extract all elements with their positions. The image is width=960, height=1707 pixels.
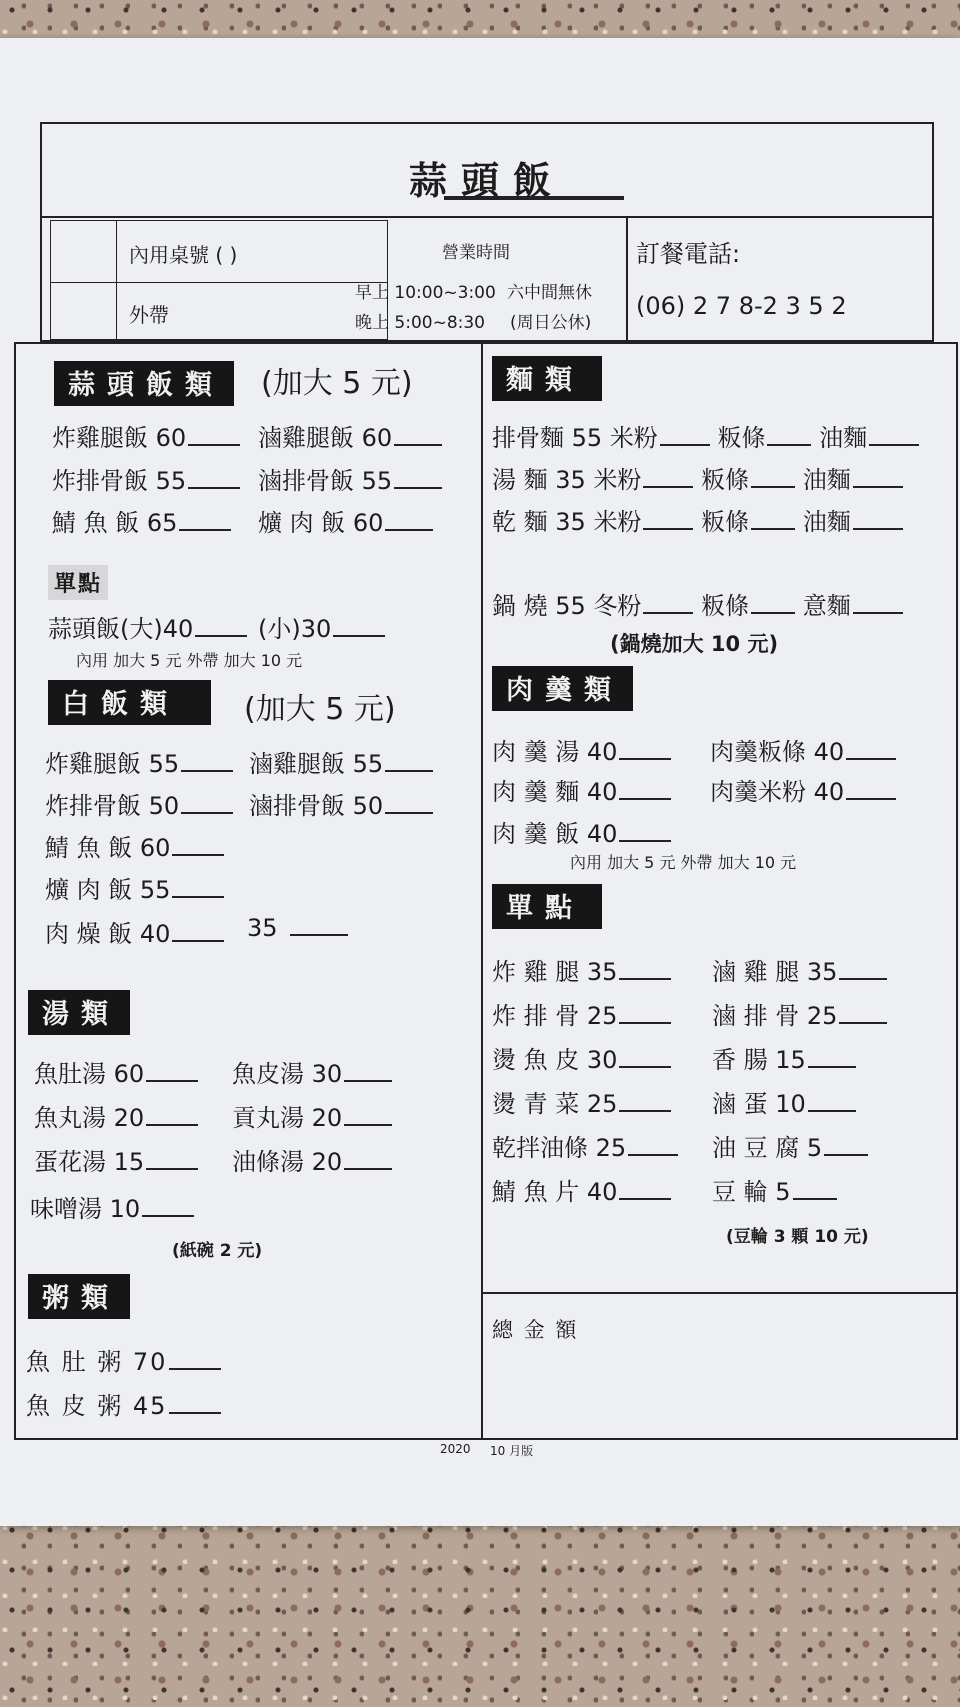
hours-evening-note: (周日公休) [510,313,592,333]
qty-blank[interactable] [142,1213,194,1217]
qty-blank[interactable] [846,756,896,760]
sides-note: (豆輪 3 顆 10 元) [726,1227,869,1247]
noodle-row [492,502,903,537]
qty-blank[interactable] [344,1166,392,1170]
phone-number: (06) 2 7 8-2 3 5 2 [636,292,847,320]
qty-blank[interactable] [385,768,433,772]
noodle-option: 油麵 [802,508,851,536]
menu-item: 滷雞腿飯 55 [249,750,384,778]
title-underline [444,196,624,200]
qty-blank[interactable] [146,1078,198,1082]
qty-blank[interactable] [172,894,224,898]
menu-item: 貢丸湯 20 [232,1104,343,1132]
qty-blank[interactable] [619,838,671,842]
menu-item: 湯 麵 35 [492,466,586,494]
qty-blank[interactable] [643,526,693,530]
qty-blank[interactable] [853,610,903,614]
menu-item: 乾 麵 35 [492,508,586,536]
qty-blank[interactable] [824,1152,868,1156]
qty-blank[interactable] [146,1122,198,1126]
menu-item: 炸雞腿飯 60 [52,424,187,452]
porridge-header: 粥類 [28,1274,130,1319]
noodle-option: 粄條 [717,424,766,452]
single-item-header: 單點 [48,565,108,600]
menu-item: 肉 羹 飯 40 [492,820,618,848]
menu-item: 爌 肉 飯 55 [45,876,171,904]
qty-blank[interactable] [643,610,693,614]
hours-evening: 晚上 5:00~8:30 [355,313,485,333]
takeout-label: 外帶 [129,303,169,327]
sides-header: 單點 [492,884,602,929]
qty-blank[interactable] [188,442,240,446]
menu-item: 魚肚湯 60 [34,1060,145,1088]
qty-blank[interactable] [344,1122,392,1126]
total-amount-field[interactable] [488,1294,954,1436]
qty-blank[interactable] [333,633,385,637]
qty-blank[interactable] [169,1366,221,1370]
menu-item: 魚丸湯 20 [34,1104,145,1132]
menu-item: 35 [247,914,278,942]
menu-item: 爌 肉 飯 60 [258,509,384,537]
menu-item: 油 豆 腐 5 [712,1134,823,1162]
qty-blank[interactable] [853,484,903,488]
menu-item: 鯖 魚 飯 60 [45,834,171,862]
takeout-cell [116,282,388,340]
qty-blank[interactable] [385,810,433,814]
noodle-row [492,460,903,495]
phone-label: 訂餐電話: [636,240,741,268]
qty-blank[interactable] [619,1020,671,1024]
takeout-checkbox[interactable] [50,282,117,340]
menu-item: 香 腸 15 [712,1046,806,1074]
info-row [40,218,934,342]
footer-year: 2020 [440,1442,471,1456]
qty-blank[interactable] [619,756,671,760]
qty-blank[interactable] [619,1064,671,1068]
dine-in-cell [116,220,388,283]
noodle-row [492,586,903,621]
menu-item: 蛋花湯 15 [34,1148,145,1176]
noodle-option: 意麵 [802,592,851,620]
menu-item: 肉 燥 飯 40 [45,920,171,948]
noodles-header: 麵類 [492,356,602,401]
dine-in-label: 內用桌號 ( ) [129,243,238,267]
menu-item: 滷雞腿飯 60 [258,424,393,452]
menu-item: 滷 排 骨 25 [712,1002,838,1030]
noodles-note: (鍋燒加大 10 元) [610,632,779,656]
white-rice-size-note: (加大 5 元) [244,692,396,727]
soup-note: (紙碗 2 元) [172,1241,263,1261]
menu-item: 味噌湯 10 [30,1195,141,1223]
menu-item: 魚 肚 粥 70 [26,1348,168,1376]
qty-blank[interactable] [751,526,795,530]
menu-item: 炸 排 骨 25 [492,1002,618,1030]
menu-item: 鍋 燒 55 [492,592,586,620]
single-size-note: 內用 加大 5 元 外帶 加大 10 元 [76,651,303,670]
qty-blank[interactable] [394,485,442,489]
garlic-rice-size-note: (加大 5 元) [261,366,413,401]
qty-blank[interactable] [344,1078,392,1082]
qty-blank[interactable] [660,442,710,446]
menu-item: 魚 皮 粥 45 [26,1392,168,1420]
noodle-option: 油麵 [802,466,851,494]
noodle-option: 油麵 [819,424,868,452]
menu-item: 滷 雞 腿 35 [712,958,838,986]
qty-blank[interactable] [619,796,671,800]
white-rice-header: 白飯類 [48,680,211,725]
noodle-option: 粄條 [701,592,750,620]
menu-item: 鯖 魚 片 40 [492,1178,618,1206]
phone-divider [626,218,628,340]
menu-item: 鯖 魚 飯 65 [52,509,178,537]
qty-blank[interactable] [195,633,247,637]
qty-blank[interactable] [808,1108,856,1112]
menu-item: 炸 雞 腿 35 [492,958,618,986]
title-frame [40,122,934,218]
qty-blank[interactable] [839,976,887,980]
qty-blank[interactable] [181,810,233,814]
menu-item: 肉 羹 湯 40 [492,738,618,766]
soup-header: 湯類 [28,990,130,1035]
noodle-row [492,418,919,453]
menu-item: 肉羹粄條 40 [710,738,845,766]
qty-blank[interactable] [628,1152,678,1156]
menu-item: 滷 蛋 10 [712,1090,806,1118]
qty-blank[interactable] [793,1196,837,1200]
menu-item: 滷排骨飯 50 [249,792,384,820]
qty-blank[interactable] [839,1020,887,1024]
menu-item: 燙 魚 皮 30 [492,1046,618,1074]
qty-blank[interactable] [290,932,348,936]
qty-blank[interactable] [751,610,795,614]
qty-blank[interactable] [869,442,919,446]
column-divider [481,342,483,1440]
qty-blank[interactable] [146,1166,198,1170]
menu-item: 肉 羹 麵 40 [492,778,618,806]
noodle-option: 米粉 [609,424,658,452]
menu-item: 燙 青 菜 25 [492,1090,618,1118]
qty-blank[interactable] [619,1196,671,1200]
qty-blank[interactable] [643,484,693,488]
hours-morning: 早上 10:00~3:00 [355,283,496,303]
thick-soup-note: 內用 加大 5 元 外帶 加大 10 元 [570,853,797,872]
menu-item: 肉羹米粉 40 [710,778,845,806]
menu-item: 炸雞腿飯 55 [45,750,180,778]
qty-blank[interactable] [188,485,240,489]
qty-blank[interactable] [385,527,433,531]
qty-blank[interactable] [846,796,896,800]
noodle-option: 粄條 [701,466,750,494]
noodle-option: 米粉 [593,508,642,536]
qty-blank[interactable] [808,1064,856,1068]
qty-blank[interactable] [172,938,224,942]
qty-blank[interactable] [169,1410,221,1414]
noodle-option: 粄條 [701,508,750,536]
qty-blank[interactable] [181,768,233,772]
menu-item: 排骨麵 55 [492,424,603,452]
noodle-option: 米粉 [593,466,642,494]
qty-blank[interactable] [394,442,442,446]
menu-item: (小)30 [258,615,332,643]
qty-blank[interactable] [619,976,671,980]
menu-item: 乾拌油條 25 [492,1134,627,1162]
qty-blank[interactable] [619,1108,671,1112]
menu-item: 炸排骨飯 55 [52,467,187,495]
footer-edition: 10 月版 [490,1444,534,1458]
page-title: 蒜頭飯 [408,158,565,203]
qty-blank[interactable] [751,484,795,488]
qty-blank[interactable] [172,852,224,856]
menu-item: 滷排骨飯 55 [258,467,393,495]
menu-item: 油條湯 20 [232,1148,343,1176]
menu-item: 蒜頭飯(大)40 [48,615,194,643]
total-amount-label: 總 金 額 [492,1318,579,1342]
noodle-option: 冬粉 [593,592,642,620]
qty-blank[interactable] [853,526,903,530]
table-number-checkbox[interactable] [50,220,117,283]
qty-blank[interactable] [767,442,811,446]
qty-blank[interactable] [179,527,231,531]
hours-label: 營業時間 [442,243,510,263]
hours-morning-note: 六中間無休 [507,283,592,303]
garlic-rice-header: 蒜頭飯類 [54,361,234,406]
menu-item: 炸排骨飯 50 [45,792,180,820]
menu-item: 魚皮湯 30 [232,1060,343,1088]
thick-soup-header: 肉羹類 [492,666,633,711]
menu-item: 豆 輪 5 [712,1178,791,1206]
